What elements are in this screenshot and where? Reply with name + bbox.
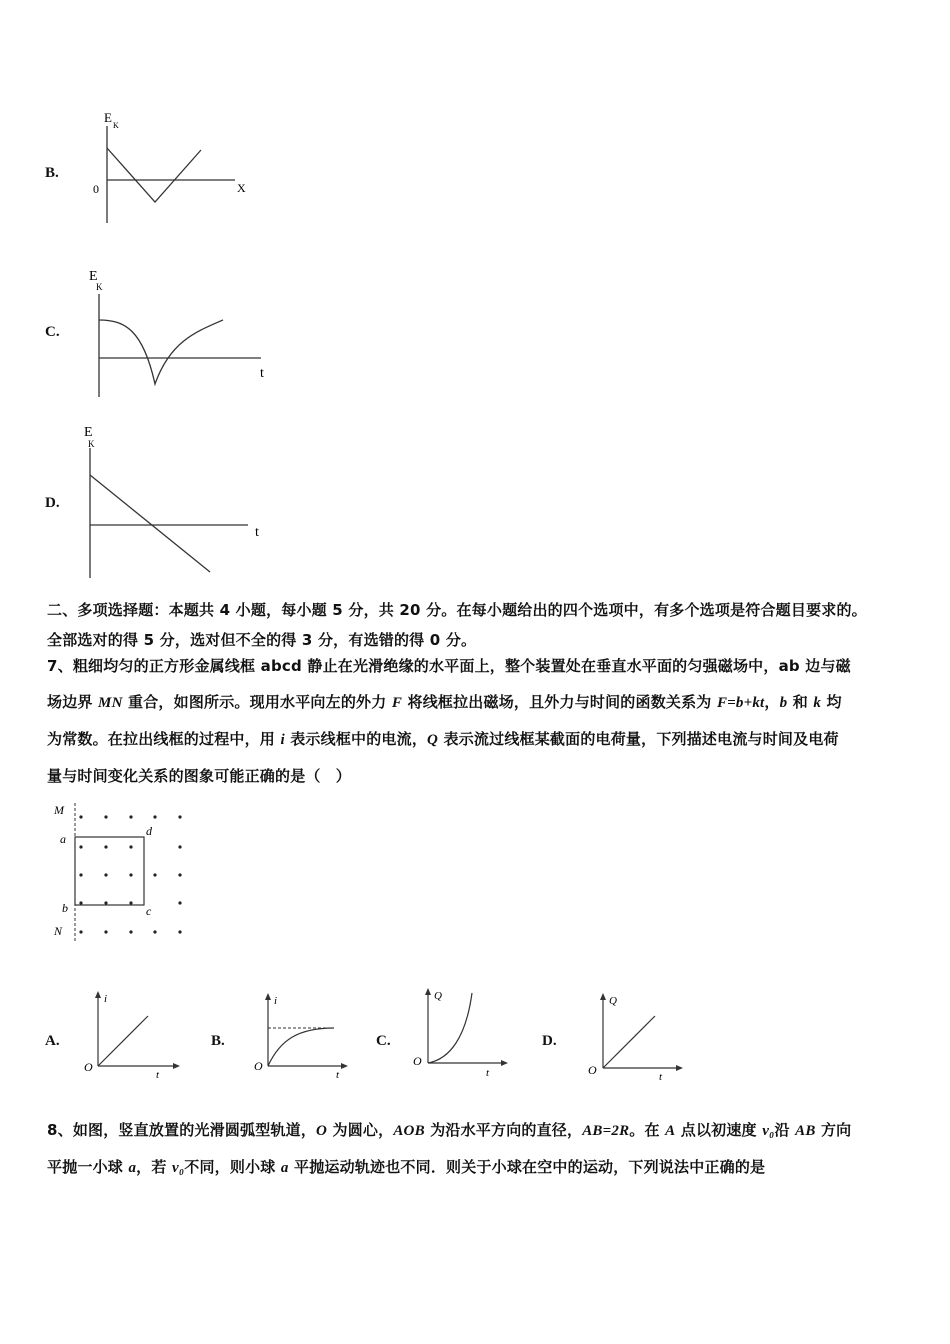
q7-option-a-graph — [80, 988, 190, 1078]
option-c-label: C. — [45, 324, 60, 340]
y-axis-sub: K — [88, 439, 95, 449]
origin-label: O — [84, 1060, 93, 1074]
q7-line1: 7、粗细均匀的正方形金属线框 abcd 静止在光滑绝缘的水平面上，整个装置处在垂直水平面的匀强磁场中，ab 边与磁 — [47, 657, 851, 675]
label-c: c — [146, 904, 152, 918]
y-axis-label: i — [104, 993, 108, 1005]
label-d: d — [146, 824, 152, 838]
label-b: b — [62, 901, 68, 915]
q7-line4: 量与时间变化关系的图象可能正确的是（ ） — [47, 767, 352, 785]
q7-line3: 为常数。在拉出线框的过程中，用 i 表示线框中的电流，Q 表示流过线框某截面的电荷量，下列描述电流与时间及电荷 — [47, 730, 839, 748]
q7-option-b-graph — [250, 990, 360, 1080]
label-N: N — [54, 924, 63, 938]
x-axis-label: t — [260, 366, 264, 381]
y-axis-sub: K — [96, 282, 103, 292]
label-a: a — [60, 832, 66, 846]
x-axis-label: t — [486, 1067, 490, 1077]
q7-option-c-label: C. — [376, 1033, 391, 1049]
option-c-graph — [85, 264, 285, 404]
section2-header — [47, 595, 917, 655]
y-axis-label: Q — [609, 995, 617, 1007]
label-M: M — [54, 803, 64, 817]
section2-line2: 全部选对的得 5 分，选对但不全的得 3 分，有选错的得 0 分。 — [47, 631, 477, 649]
question-8-text — [47, 1112, 917, 1186]
q7-option-d-graph — [585, 990, 695, 1082]
origin-label: O — [254, 1059, 263, 1073]
q8-line1: 8、如图，竖直放置的光滑圆弧型轨道，O 为圆心，AOB 为沿水平方向的直径，AB=2R。在 A 点以初速度 v₀沿 AB 方向 — [47, 1121, 852, 1139]
q8-line2: 平抛一小球 a，若 v₀不同，则小球 a 平抛运动轨迹也不同．则关于小球在空中的运动，下列说法中正确的是 — [47, 1158, 766, 1176]
option-b-graph — [85, 108, 265, 228]
q7-field-figure — [48, 795, 198, 945]
option-d-graph — [80, 420, 280, 582]
x-axis-label: X — [237, 181, 246, 195]
y-axis-label: i — [274, 995, 278, 1007]
y-axis-label: Q — [434, 990, 442, 1002]
option-d-label: D. — [45, 495, 60, 511]
field-dots — [79, 815, 181, 933]
q7-option-a-label: A. — [45, 1033, 60, 1049]
q7-line2: 场边界 MN 重合，如图所示。现用水平向左的外力 F 将线框拉出磁场，且外力与时间的函数关系为 F=b+kt，b 和 k 均 — [47, 693, 842, 711]
q7-option-b-label: B. — [211, 1033, 225, 1049]
y-axis-sub: K — [113, 121, 119, 130]
y-axis-label: E — [104, 110, 112, 125]
q7-option-c-graph — [410, 985, 520, 1077]
y-axis-label: E — [84, 425, 93, 440]
question-7-text — [47, 648, 917, 794]
origin-label: O — [413, 1054, 422, 1068]
origin-label: O — [588, 1063, 597, 1077]
origin-label: 0 — [93, 182, 99, 196]
x-axis-label: t — [156, 1069, 160, 1078]
x-axis-label: t — [336, 1069, 340, 1080]
x-axis-label: t — [659, 1071, 663, 1082]
section2-line1: 二、多项选择题：本题共 4 小题，每小题 5 分，共 20 分。在每小题给出的四个选项中，有多个选项是符合题目要求的。 — [47, 601, 867, 619]
x-axis-label: t — [255, 525, 259, 540]
y-axis-label: E — [89, 269, 98, 284]
option-b-label: B. — [45, 165, 59, 181]
q7-option-d-label: D. — [542, 1033, 557, 1049]
